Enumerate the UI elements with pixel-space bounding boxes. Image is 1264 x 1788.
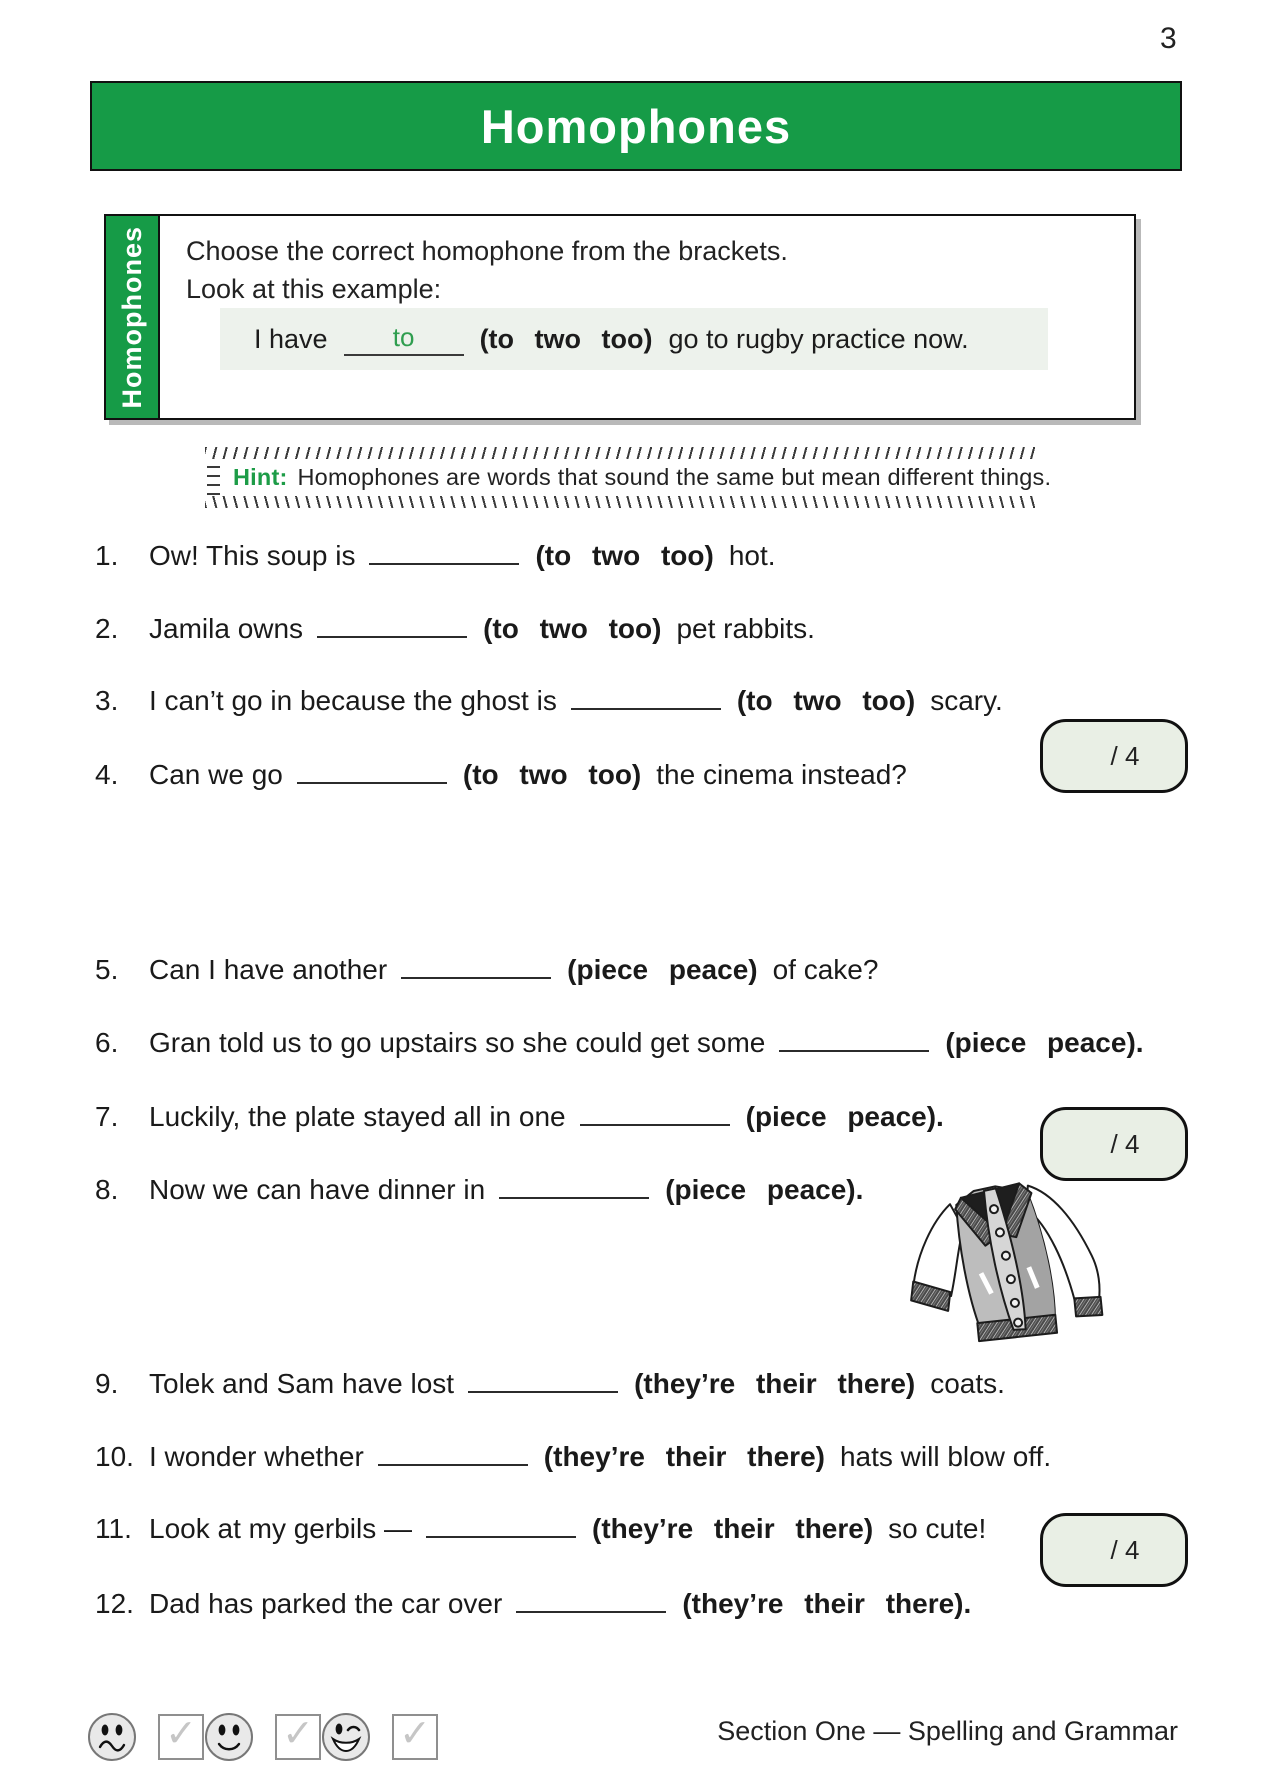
hint-text-line bbox=[205, 459, 1052, 496]
question-row-2 bbox=[95, 606, 1225, 645]
question-before: Can I have another bbox=[149, 954, 388, 985]
question-before: Now we can have dinner in bbox=[149, 1174, 486, 1205]
check-icon: ✓ bbox=[282, 1713, 314, 1755]
example-answer-blank: to bbox=[344, 322, 464, 356]
question-before: Luckily, the plate stayed all in one bbox=[149, 1101, 566, 1132]
topic-side-tab bbox=[106, 216, 160, 418]
question-row-12 bbox=[95, 1581, 1225, 1620]
question-options: (piece peace). bbox=[945, 1027, 1144, 1058]
instruction-line-1: Choose the correct homophone from the brackets. bbox=[186, 236, 788, 266]
question-after: hats will blow off. bbox=[839, 1441, 1052, 1472]
example-sentence bbox=[220, 308, 1048, 370]
page-number: 3 bbox=[1160, 22, 1177, 55]
question-after: pet rabbits. bbox=[676, 613, 815, 644]
question-number: 8. bbox=[95, 1174, 119, 1205]
example-before: I have bbox=[254, 323, 328, 354]
question-before: Look at my gerbils — bbox=[149, 1513, 412, 1544]
question-before: Jamila owns bbox=[149, 613, 304, 644]
example-after: go to rugby practice now. bbox=[668, 323, 969, 354]
feedback-checkbox bbox=[158, 1714, 204, 1760]
question-options: (to two too) bbox=[483, 613, 662, 644]
winking-face-icon bbox=[320, 1711, 372, 1763]
hint-box bbox=[205, 447, 1052, 508]
feedback-group-1 bbox=[86, 1710, 204, 1764]
title-banner bbox=[90, 81, 1182, 171]
question-number: 10. bbox=[95, 1441, 134, 1472]
question-after: hot. bbox=[728, 540, 776, 571]
score-label: / 4 bbox=[1110, 1128, 1140, 1159]
question-after: coats. bbox=[930, 1368, 1005, 1399]
question-before: Tolek and Sam have lost bbox=[149, 1368, 455, 1399]
score-box-3 bbox=[1040, 1513, 1188, 1587]
question-before: Can we go bbox=[149, 759, 283, 790]
example-options: (to two too) bbox=[479, 323, 653, 354]
score-label: / 4 bbox=[1110, 1534, 1140, 1565]
answer-blank bbox=[369, 533, 519, 565]
question-number: 2. bbox=[95, 613, 119, 644]
feedback-group-3 bbox=[320, 1710, 438, 1764]
feedback-checkbox bbox=[392, 1714, 438, 1760]
instruction-text bbox=[186, 232, 1114, 308]
instruction-box bbox=[104, 214, 1136, 420]
question-before: Dad has parked the car over bbox=[149, 1588, 503, 1619]
answer-blank bbox=[426, 1506, 576, 1538]
question-options: (piece peace). bbox=[665, 1174, 864, 1205]
hint-top-border bbox=[205, 447, 1037, 459]
question-number: 6. bbox=[95, 1027, 119, 1058]
question-number: 5. bbox=[95, 954, 119, 985]
question-number: 7. bbox=[95, 1101, 119, 1132]
question-before: Gran told us to go upstairs so she could get some bbox=[149, 1027, 766, 1058]
question-number: 9. bbox=[95, 1368, 119, 1399]
worried-face-icon bbox=[86, 1711, 138, 1763]
feedback-checkbox bbox=[275, 1714, 321, 1760]
question-number: 4. bbox=[95, 759, 119, 790]
hint-text: Homophones are words that sound the same but mean different things. bbox=[297, 464, 1052, 490]
question-row-3 bbox=[95, 678, 1225, 717]
answer-blank bbox=[571, 678, 721, 710]
question-number: 3. bbox=[95, 685, 119, 716]
answer-blank bbox=[401, 947, 551, 979]
question-options: (they’re their there) bbox=[543, 1441, 825, 1472]
question-options: (to two too) bbox=[736, 685, 916, 716]
check-icon: ✓ bbox=[399, 1713, 431, 1755]
question-options: (they’re their there) bbox=[592, 1513, 874, 1544]
question-number: 11. bbox=[95, 1513, 132, 1544]
hint-bottom-border bbox=[205, 496, 1037, 508]
answer-blank bbox=[378, 1434, 528, 1466]
instruction-line-2: Look at this example: bbox=[186, 274, 442, 304]
page-title: Homophones bbox=[480, 99, 792, 153]
answer-blank bbox=[516, 1581, 666, 1613]
question-row-1 bbox=[95, 533, 1225, 572]
answer-blank bbox=[317, 606, 467, 638]
jacket-illustration bbox=[893, 1156, 1118, 1371]
question-options: (they’re their there). bbox=[682, 1588, 972, 1619]
answer-blank bbox=[499, 1167, 649, 1199]
question-number: 12. bbox=[95, 1588, 134, 1619]
answer-blank bbox=[779, 1020, 929, 1052]
smiley-face-icon bbox=[203, 1711, 255, 1763]
question-options: (to two too) bbox=[535, 540, 714, 571]
question-after: the cinema instead? bbox=[656, 759, 907, 790]
question-row-5 bbox=[95, 947, 1225, 986]
score-box-1 bbox=[1040, 719, 1188, 793]
check-icon: ✓ bbox=[165, 1713, 197, 1755]
score-label: / 4 bbox=[1110, 740, 1140, 771]
question-row-6 bbox=[95, 1020, 1225, 1059]
question-before: Ow! This soup is bbox=[149, 540, 356, 571]
question-options: (to two too) bbox=[462, 759, 642, 790]
question-options: (they’re their there) bbox=[634, 1368, 916, 1399]
question-before: I can’t go in because the ghost is bbox=[149, 685, 557, 716]
section-footer: Section One — Spelling and Grammar bbox=[717, 1716, 1178, 1746]
answer-blank bbox=[468, 1361, 618, 1393]
answer-blank bbox=[580, 1094, 730, 1126]
question-row-10 bbox=[95, 1434, 1225, 1473]
feedback-group-2 bbox=[203, 1710, 321, 1764]
question-after: so cute! bbox=[888, 1513, 987, 1544]
topic-side-tab-label: Homophones bbox=[116, 225, 147, 409]
question-number: 1. bbox=[95, 540, 119, 571]
question-after: scary. bbox=[930, 685, 1003, 716]
question-options: (piece peace) bbox=[567, 954, 758, 985]
question-after: of cake? bbox=[772, 954, 879, 985]
question-before: I wonder whether bbox=[149, 1441, 364, 1472]
hint-label: Hint: bbox=[233, 464, 288, 490]
answer-blank bbox=[297, 752, 447, 784]
question-options: (piece peace). bbox=[745, 1101, 944, 1132]
